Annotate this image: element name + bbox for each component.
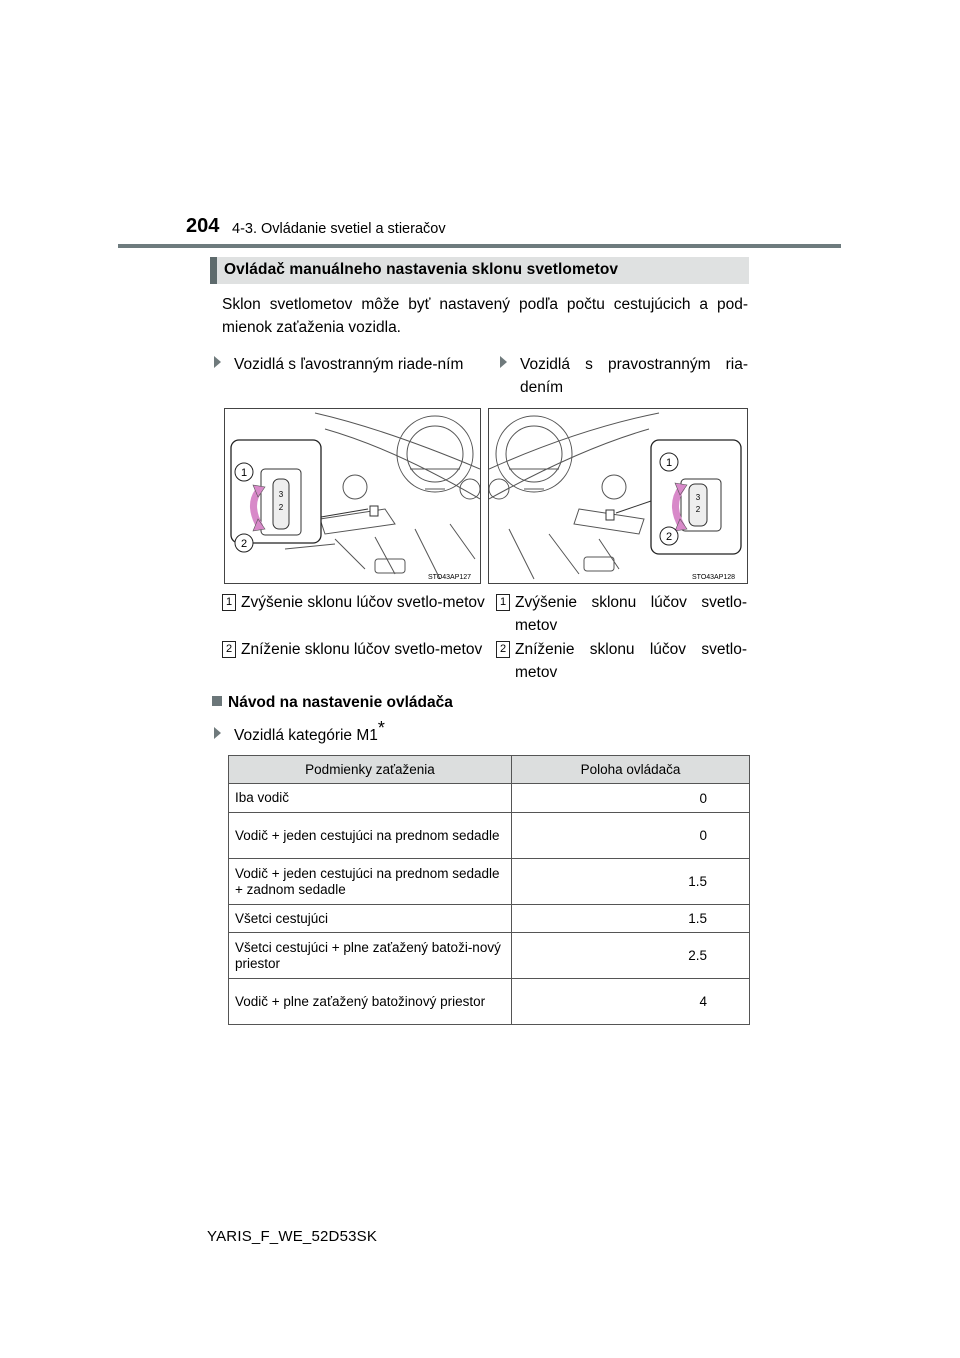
rhd-illustration (488, 408, 748, 584)
section-heading (210, 257, 749, 284)
position-cell: 1.5 (512, 859, 750, 905)
lhd-item-2 (222, 638, 494, 684)
section-heading-text: Ovládač manuálneho nastavenia sklonu svetlometov (224, 261, 619, 278)
guide-heading (212, 694, 453, 712)
table-row (229, 813, 750, 859)
guide-heading-text: Návod na nastavenie ovládača (228, 694, 453, 711)
section-title: 4-3. Ovládanie svetiel a stieračov (232, 221, 446, 237)
header-position: Poloha ovládača (512, 756, 750, 784)
item-text: Zníženie sklonu lúčov svetlo-metov (515, 641, 747, 681)
rhd-bullet-text: Vozidlá s pravostranným ria-dením (520, 356, 748, 396)
callout-1: 1 (665, 457, 673, 469)
svg-text:2: 2 (278, 503, 284, 512)
table-row (229, 905, 750, 933)
table-row (229, 859, 750, 905)
section-heading-bar (210, 257, 217, 284)
position-cell: 0 (512, 784, 750, 813)
condition-cell: Vodič + jeden cestujúci na prednom sedadle (229, 813, 512, 859)
svg-text:3: 3 (695, 493, 701, 502)
svg-text:2: 2 (695, 505, 701, 514)
intro-paragraph: Sklon svetlometov môže byť nastavený podľa počtu cestujúcich a pod-mienok zaťaženia vozidla. (222, 296, 748, 336)
item-number: 2 (222, 641, 236, 658)
asterisk-mark: * (377, 717, 385, 738)
image-code: STO43AP128 (692, 574, 736, 581)
table-row (229, 933, 750, 979)
m1-bullet (214, 717, 474, 748)
table-row (229, 784, 750, 813)
item-text: Zvýšenie sklonu lúčov svetlo-metov (515, 594, 747, 634)
condition-cell: Všetci cestujúci + plne zaťažený batoži-nový priestor (229, 933, 512, 979)
item-number: 1 (496, 594, 510, 611)
header-rule (118, 244, 841, 248)
arrow-bullet-icon (214, 727, 221, 739)
square-bullet-icon (212, 696, 222, 706)
item-number: 2 (496, 641, 510, 658)
position-cell: 1.5 (512, 905, 750, 933)
condition-cell: Iba vodič (229, 784, 512, 813)
load-conditions-table (228, 755, 750, 1025)
lhd-illustration (224, 408, 481, 584)
document-code: YARIS_F_WE_52D53SK (207, 1228, 378, 1245)
condition-cell: Všetci cestujúci (229, 905, 512, 933)
rhd-dashboard-drawing (489, 409, 747, 583)
callout-1: 1 (240, 467, 248, 479)
arrow-bullet-icon (500, 356, 507, 368)
position-cell: 4 (512, 979, 750, 1025)
position-cell: 0 (512, 813, 750, 859)
lhd-item-1 (222, 591, 494, 637)
callout-2: 2 (665, 531, 673, 543)
lhd-bullet (214, 353, 478, 399)
item-text: Zvýšenie sklonu lúčov svetlo-metov (241, 594, 485, 611)
header-conditions: Podmienky zaťaženia (229, 756, 512, 784)
page-number: 204 (186, 215, 220, 237)
condition-cell: Vodič + plne zaťažený batožinový priestor (229, 979, 512, 1025)
arrow-bullet-icon (214, 356, 221, 368)
table-row (229, 979, 750, 1025)
lhd-bullet-text: Vozidlá s ľavostranným riade-ním (234, 356, 464, 373)
rhd-item-1 (496, 591, 748, 637)
rhd-bullet (500, 353, 748, 399)
callout-2: 2 (240, 538, 248, 550)
item-number: 1 (222, 594, 236, 611)
rhd-item-2 (496, 638, 748, 684)
image-code: STO43AP127 (428, 574, 472, 581)
condition-cell: Vodič + jeden cestujúci na prednom sedadle + zadnom sedadle (229, 859, 512, 905)
position-cell: 2.5 (512, 933, 750, 979)
table-header-row (229, 756, 750, 784)
svg-text:3: 3 (278, 490, 284, 499)
lhd-dashboard-drawing (225, 409, 480, 583)
m1-bullet-text: Vozidlá kategórie M1 (234, 727, 378, 744)
item-text: Zníženie sklonu lúčov svetlo-metov (241, 641, 483, 658)
